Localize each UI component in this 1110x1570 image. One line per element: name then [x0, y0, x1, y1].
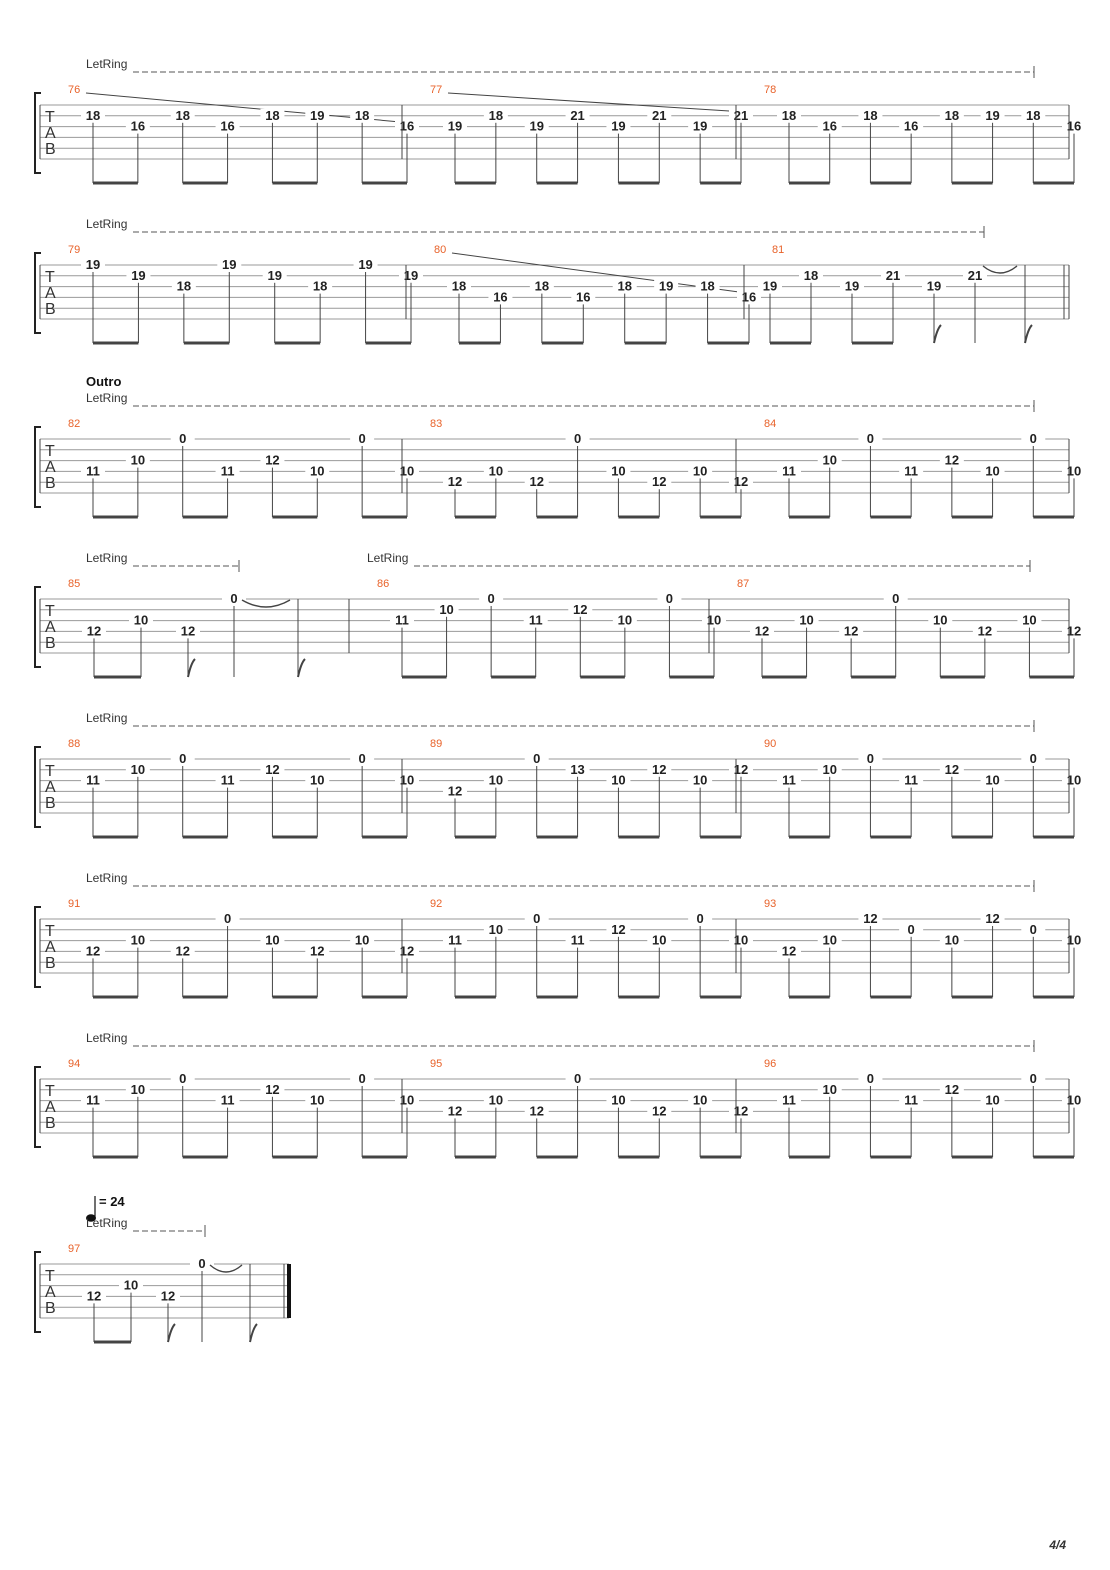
fret-number: 19: [611, 118, 626, 134]
fret-number: 11: [782, 772, 796, 788]
fret-number: 12: [160, 1288, 176, 1304]
fret-number: 18: [175, 107, 190, 123]
fret-number: 10: [985, 463, 1000, 479]
fret-number: 18: [451, 278, 467, 294]
fret-number: 16: [399, 118, 415, 134]
fret-number: 19: [692, 118, 708, 134]
measure-number: 79: [68, 244, 81, 256]
fret-number: 10: [822, 932, 837, 948]
fret-number: 10: [1066, 772, 1082, 788]
let-ring-label: LetRing: [86, 711, 128, 725]
fret-number: 12: [781, 943, 797, 959]
tab-clef-letter: T: [45, 109, 55, 126]
tab-clef-letter: A: [45, 285, 56, 302]
fret-number: 0: [866, 1071, 875, 1086]
fret-number: 16: [130, 118, 146, 134]
fret-number: 16: [493, 289, 508, 305]
fret-number: 12: [733, 1103, 749, 1119]
fret-number: 0: [230, 591, 238, 606]
eighth-flag: [168, 1324, 175, 1342]
tab-clef-letter: T: [45, 1083, 55, 1100]
tie-arc: [242, 600, 290, 607]
fret-number: 10: [799, 612, 814, 628]
measure-number: 81: [772, 244, 785, 256]
fret-number: 12: [652, 761, 667, 777]
fret-number: 19: [658, 278, 674, 294]
fret-number: 10: [399, 772, 415, 788]
eighth-flag: [934, 325, 941, 343]
fret-number: 19: [529, 118, 544, 134]
measure-number: 90: [764, 738, 777, 750]
fret-number: 12: [733, 761, 749, 777]
measure-number: 77: [430, 84, 443, 96]
fret-number: 19: [447, 118, 463, 134]
tie-arc: [983, 266, 1017, 273]
fret-number: 10: [611, 1092, 626, 1108]
fret-number: 10: [1022, 612, 1037, 628]
fret-number: 18: [700, 278, 715, 294]
fret-number: 12: [863, 911, 878, 926]
fret-number: 18: [944, 107, 960, 123]
fret-number: 10: [488, 921, 504, 937]
fret-number: 0: [665, 591, 674, 606]
fret-number: 0: [487, 591, 495, 606]
fret-number: 10: [123, 1277, 139, 1293]
fret-number: 10: [1066, 463, 1082, 479]
fret-number: 0: [1029, 921, 1037, 937]
fret-number: 10: [130, 932, 146, 948]
fret-number: 10: [706, 612, 722, 628]
fret-number: 10: [399, 463, 415, 479]
fret-number: 11: [220, 772, 235, 788]
fret-number: 16: [822, 118, 837, 134]
measure-number: 93: [764, 898, 777, 910]
measure-number: 80: [434, 244, 447, 256]
fret-number: 0: [179, 1071, 187, 1086]
fret-number: 18: [617, 278, 632, 294]
fret-number: 11: [904, 463, 919, 479]
fret-number: 12: [611, 921, 626, 937]
fret-number: 21: [652, 107, 667, 123]
tab-clef-letter: A: [45, 779, 56, 796]
final-barline-thick: [287, 1264, 291, 1318]
fret-number: 10: [488, 1092, 504, 1108]
fret-number: 13: [570, 761, 585, 777]
fret-number: 11: [448, 932, 462, 948]
fret-number: 11: [86, 1092, 100, 1108]
fret-number: 10: [130, 1081, 146, 1097]
fret-number: 12: [85, 943, 101, 959]
fret-number: 10: [617, 612, 633, 628]
tab-clef-letter: T: [45, 269, 55, 286]
tab-clef-letter: B: [45, 795, 56, 812]
fret-number: 0: [358, 751, 366, 766]
fret-number: 19: [403, 267, 419, 283]
fret-number: 12: [754, 623, 770, 639]
fret-number: 11: [395, 612, 409, 628]
fret-number: 12: [447, 1103, 463, 1119]
fret-number: 10: [822, 452, 837, 468]
fret-number: 0: [1029, 1071, 1037, 1086]
fret-number: 12: [265, 452, 280, 468]
fret-number: 18: [354, 107, 370, 123]
fret-number: 12: [733, 474, 749, 490]
tab-clef-letter: A: [45, 1099, 56, 1116]
let-ring-label: LetRing: [367, 551, 409, 565]
fret-number: 10: [310, 1092, 325, 1108]
fret-number: 12: [977, 623, 993, 639]
measure-number: 84: [764, 418, 777, 430]
fret-number: 21: [967, 267, 983, 283]
fret-number: 12: [180, 623, 196, 639]
fret-number: 10: [733, 932, 749, 948]
fret-number: 10: [985, 772, 1000, 788]
measure-number: 95: [430, 1058, 443, 1070]
fret-number: 10: [822, 761, 837, 777]
fret-number: 0: [358, 1071, 366, 1086]
fret-number: 21: [570, 107, 585, 123]
let-ring-label: LetRing: [86, 551, 128, 565]
fret-number: 12: [652, 474, 667, 490]
fret-number: 16: [576, 289, 591, 305]
fret-number: 11: [220, 463, 235, 479]
fret-number: 10: [692, 463, 708, 479]
tab-clef-letter: T: [45, 603, 55, 620]
fret-number: 19: [844, 278, 860, 294]
tab-clef-letter: A: [45, 619, 56, 636]
fret-number: 12: [944, 1081, 960, 1097]
fret-number: 10: [933, 612, 948, 628]
fret-number: 0: [533, 751, 541, 766]
fret-number: 18: [863, 107, 878, 123]
fret-number: 19: [131, 267, 146, 283]
fret-number: 11: [528, 612, 543, 628]
measure-number: 86: [377, 578, 390, 590]
measure-number: 78: [764, 84, 777, 96]
fret-number: 18: [488, 107, 504, 123]
fret-number: 12: [944, 452, 960, 468]
tab-clef-letter: A: [45, 125, 56, 142]
measure-number: 83: [430, 418, 443, 430]
fret-number: 0: [907, 921, 915, 937]
fret-number: 0: [573, 431, 582, 446]
fret-number: 11: [86, 772, 100, 788]
fret-number: 12: [86, 623, 102, 639]
fret-number: 12: [265, 761, 280, 777]
fret-number: 18: [781, 107, 797, 123]
fret-number: 0: [358, 431, 366, 446]
fret-number: 0: [533, 911, 541, 926]
fret-number: 10: [265, 932, 280, 948]
fret-number: 10: [130, 761, 146, 777]
eighth-flag: [188, 659, 195, 677]
fret-number: 18: [265, 107, 280, 123]
fret-number: 10: [611, 463, 626, 479]
fret-number: 0: [892, 591, 900, 606]
fret-number: 11: [904, 1092, 919, 1108]
fret-number: 10: [354, 932, 370, 948]
fret-number: 10: [399, 1092, 415, 1108]
fret-number: 10: [310, 772, 325, 788]
let-ring-label: LetRing: [86, 391, 128, 405]
fret-number: 12: [399, 943, 415, 959]
page-number: 4/4: [1049, 1538, 1066, 1552]
tab-clef-letter: A: [45, 459, 56, 476]
fret-number: 12: [529, 1103, 544, 1119]
fret-number: 10: [488, 772, 504, 788]
fret-number: 10: [692, 1092, 708, 1108]
fret-number: 12: [86, 1288, 102, 1304]
fret-number: 18: [534, 278, 550, 294]
tab-clef-letter: T: [45, 923, 55, 940]
fret-number: 18: [85, 107, 101, 123]
fret-number: 16: [741, 289, 757, 305]
fret-number: 11: [220, 1092, 235, 1108]
fret-number: 11: [904, 772, 919, 788]
section-label: Outro: [86, 374, 122, 389]
tab-clef-letter: B: [45, 635, 56, 652]
fret-number: 0: [866, 751, 875, 766]
tab-clef-letter: B: [45, 475, 56, 492]
fret-number: 10: [488, 463, 504, 479]
fret-number: 16: [220, 118, 235, 134]
fret-number: 18: [176, 278, 192, 294]
fret-number: 12: [265, 1081, 280, 1097]
fret-number: 16: [903, 118, 919, 134]
tab-clef-letter: B: [45, 141, 56, 158]
fret-number: 19: [222, 257, 237, 272]
tab-clef-letter: T: [45, 763, 55, 780]
tab-clef-letter: T: [45, 1268, 55, 1285]
fret-number: 12: [944, 761, 960, 777]
fret-number: 10: [310, 463, 325, 479]
let-ring-label: LetRing: [86, 1031, 128, 1045]
measure-number: 89: [430, 738, 443, 750]
fret-number: 10: [611, 772, 626, 788]
fret-number: 10: [822, 1081, 837, 1097]
eighth-flag: [1025, 325, 1032, 343]
let-ring-label: LetRing: [86, 871, 128, 885]
tab-clef-letter: B: [45, 1115, 56, 1132]
fret-number: 18: [803, 267, 819, 283]
measure-number: 94: [68, 1058, 81, 1070]
fret-number: 12: [985, 911, 1000, 926]
fret-number: 12: [447, 474, 463, 490]
fret-number: 19: [985, 107, 1000, 123]
fret-number: 0: [1029, 431, 1037, 446]
fret-number: 0: [573, 1071, 582, 1086]
fret-number: 11: [782, 1092, 796, 1108]
fret-number: 21: [885, 267, 901, 283]
fret-number: 12: [1066, 623, 1082, 639]
fret-number: 0: [179, 431, 187, 446]
measure-number: 97: [68, 1243, 81, 1255]
let-ring-label: LetRing: [86, 57, 128, 71]
tab-clef-letter: B: [45, 955, 56, 972]
fret-number: 0: [1029, 751, 1037, 766]
measure-number: 88: [68, 738, 81, 750]
eighth-flag: [298, 659, 305, 677]
fret-number: 19: [358, 257, 373, 272]
fret-number: 10: [692, 772, 708, 788]
fret-number: 19: [267, 267, 282, 283]
fret-number: 12: [175, 943, 190, 959]
tab-clef-letter: B: [45, 1300, 56, 1317]
measure-number: 96: [764, 1058, 777, 1070]
fret-number: 10: [133, 612, 149, 628]
tempo-marking: = 24: [99, 1194, 125, 1209]
fret-number: 16: [1066, 118, 1082, 134]
measure-number: 91: [68, 898, 81, 910]
fret-number: 11: [782, 463, 796, 479]
fret-number: 19: [85, 257, 101, 272]
fret-number: 0: [198, 1256, 206, 1271]
fret-number: 12: [529, 474, 544, 490]
fret-number: 11: [570, 932, 585, 948]
fret-number: 19: [926, 278, 942, 294]
tie-arc: [210, 1265, 242, 1272]
fret-number: 21: [733, 107, 749, 123]
measure-number: 87: [737, 578, 750, 590]
fret-number: 10: [130, 452, 146, 468]
eighth-flag: [250, 1324, 257, 1342]
fret-number: 18: [312, 278, 328, 294]
measure-number: 82: [68, 418, 81, 430]
measure-number: 92: [430, 898, 443, 910]
fret-number: 18: [1026, 107, 1041, 123]
fret-number: 11: [86, 463, 100, 479]
fret-number: 10: [1066, 1092, 1082, 1108]
fret-number: 10: [985, 1092, 1000, 1108]
fret-number: 12: [447, 783, 463, 799]
let-ring-label: LetRing: [86, 217, 128, 231]
fret-number: 12: [843, 623, 859, 639]
tab-clef-letter: A: [45, 939, 56, 956]
fret-number: 12: [652, 1103, 667, 1119]
fret-number: 0: [223, 911, 232, 926]
fret-number: 19: [762, 278, 778, 294]
fret-number: 19: [310, 107, 325, 123]
fret-number: 10: [652, 932, 667, 948]
tab-clef-letter: T: [45, 443, 55, 460]
fret-number: 0: [179, 751, 187, 766]
fret-number: 0: [866, 431, 875, 446]
fret-number: 12: [310, 943, 325, 959]
measure-number: 76: [68, 84, 81, 96]
tab-clef-letter: B: [45, 301, 56, 318]
fret-number: 0: [696, 911, 704, 926]
fret-number: 10: [1066, 932, 1082, 948]
fret-number: 10: [944, 932, 960, 948]
fret-number: 12: [573, 601, 588, 617]
let-ring-label: LetRing: [86, 1216, 128, 1230]
fret-number: 10: [439, 601, 454, 617]
tab-clef-letter: A: [45, 1284, 56, 1301]
measure-number: 85: [68, 578, 81, 590]
